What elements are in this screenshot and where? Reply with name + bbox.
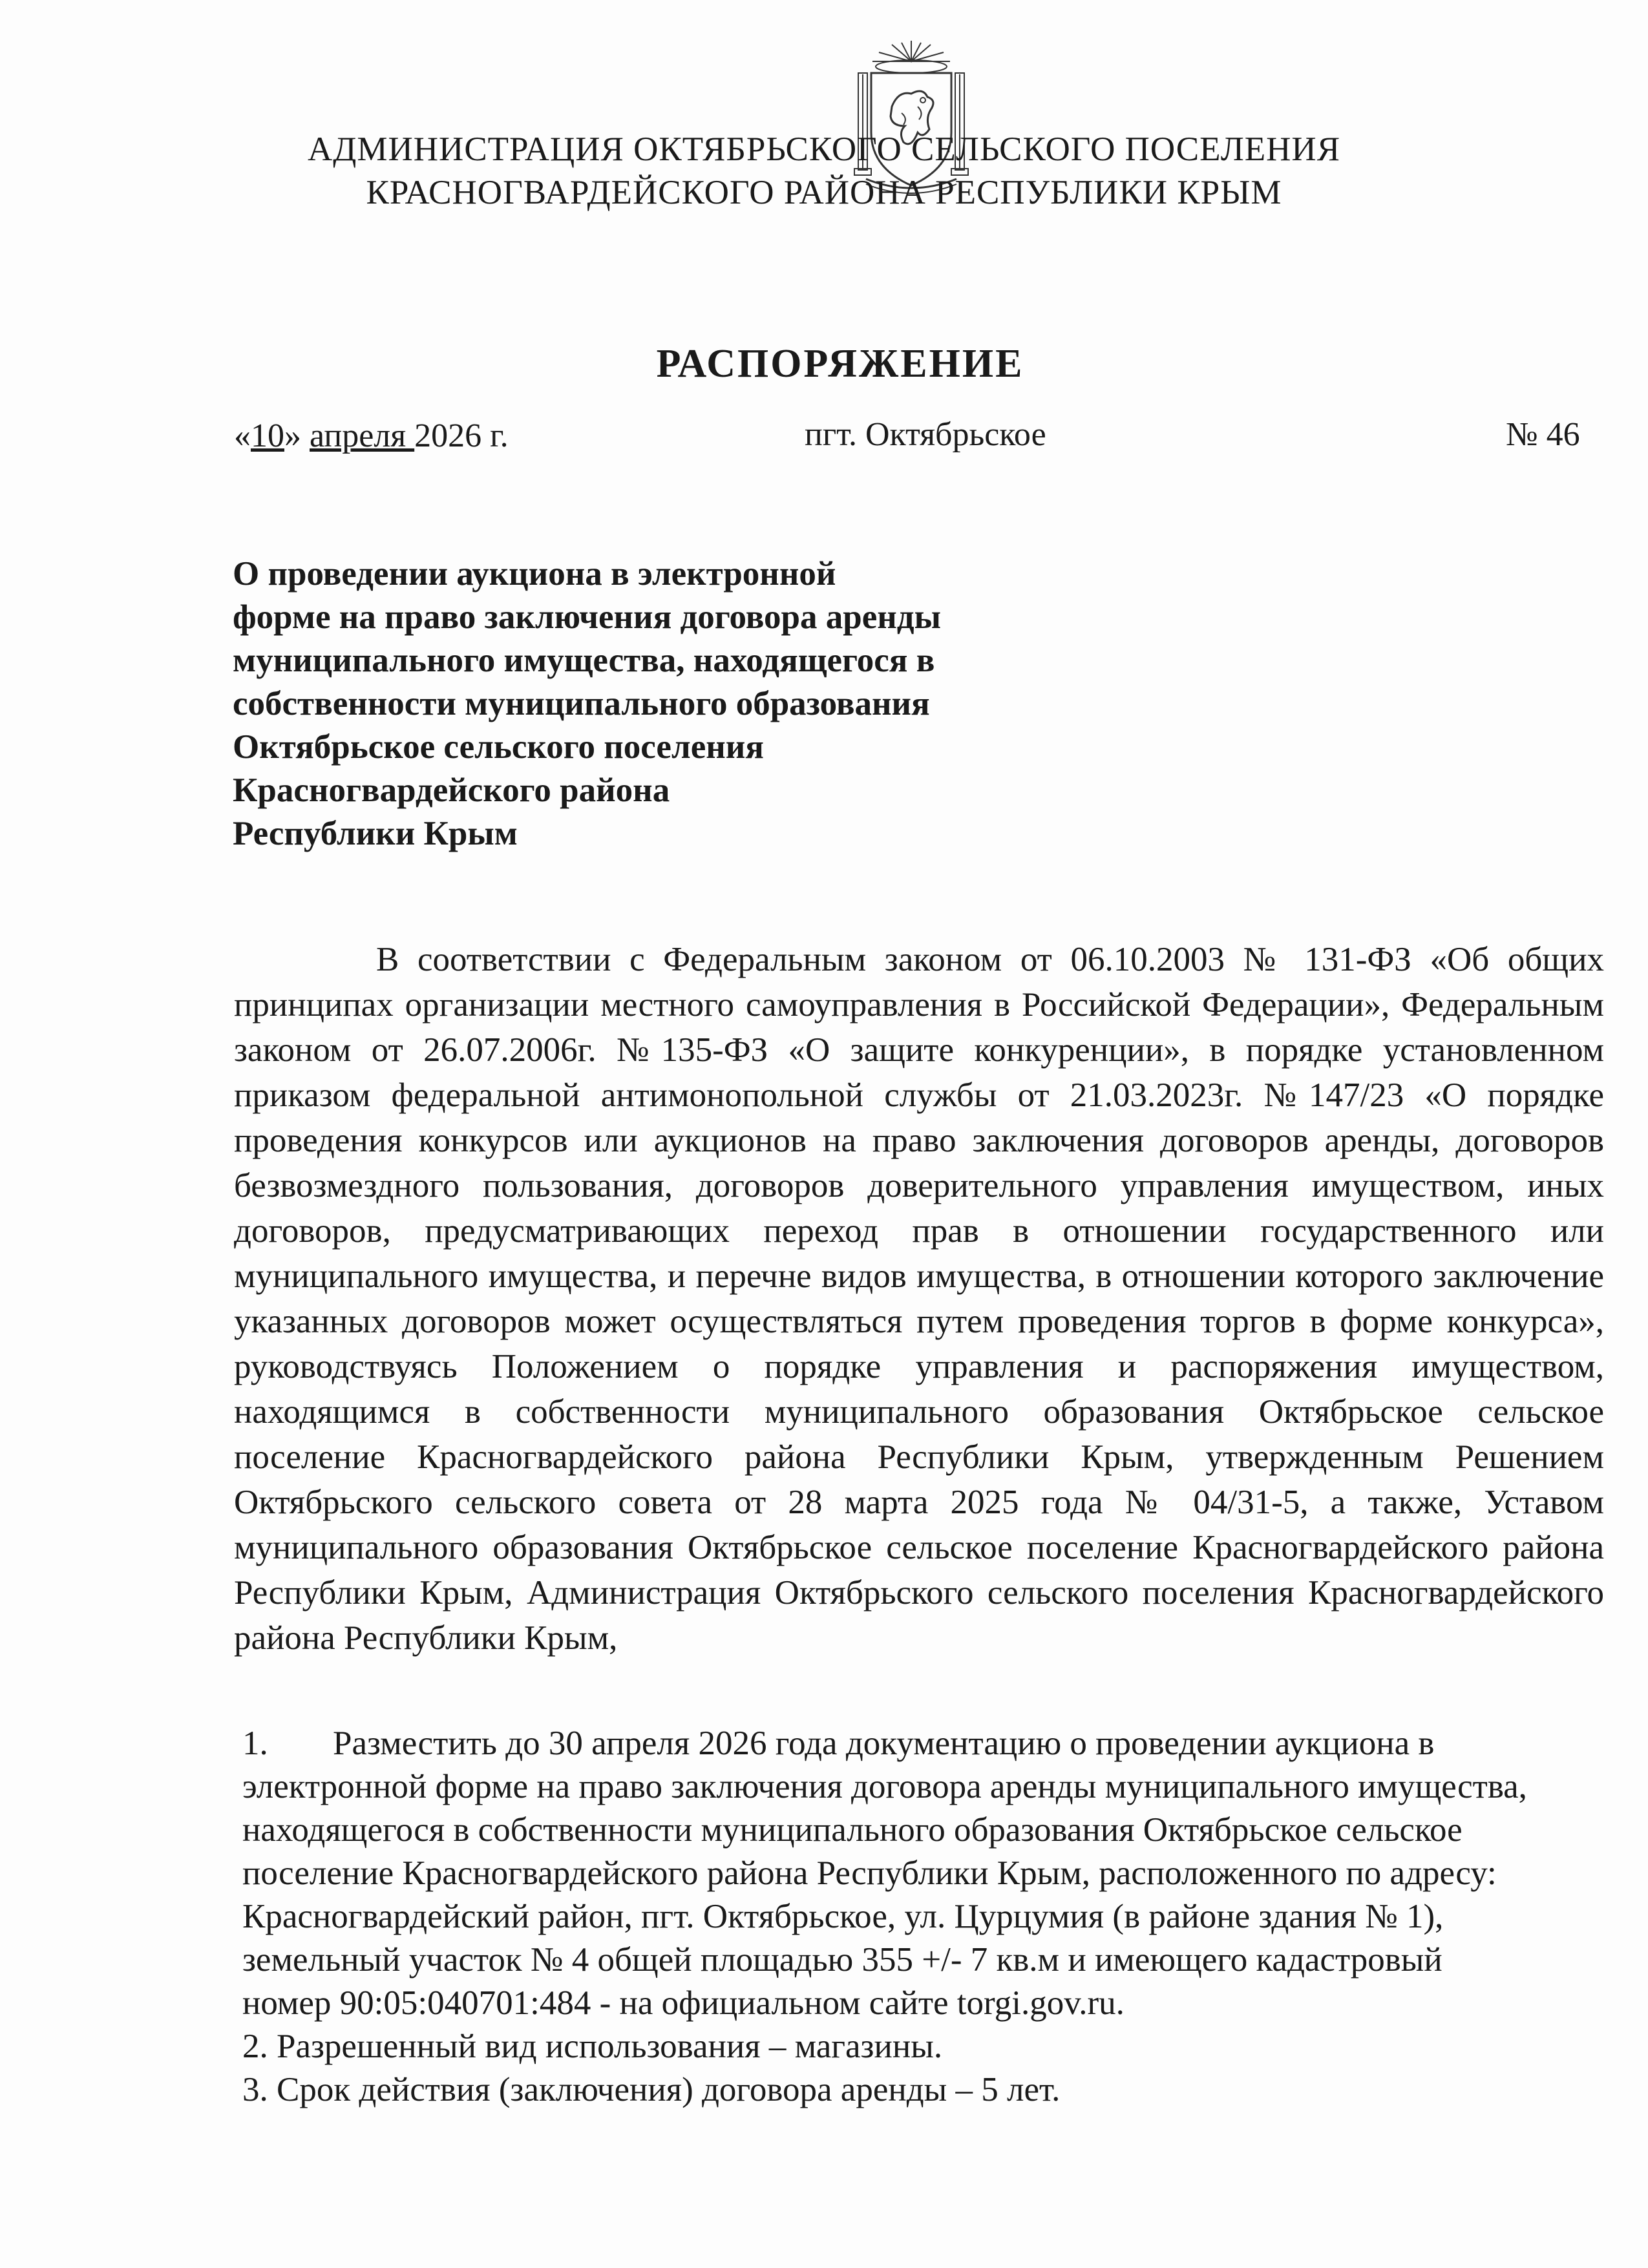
- preamble-paragraph: В соответствии с Федеральным законом от 06.10.2003 № 131-ФЗ «Об общих принципах организации местного самоуправления в Российской Федерации», Федеральным законом от 26.07.2006г. №135-ФЗ «О защите конкуренции», в порядке установленном приказом федеральной антимонопольной службы от 21.03.2023г. №147/23 «О порядке проведения конкурсов или аукционов на право заключения договоров аренды, договоров безвозмездного пользования, договоров доверительного управления имуществом, иных договоров, предусматривающих переход прав в отношении государственного или муниципального имущества, и перечне видов имущества, в отношении которого заключение указанных договоров может осуществляться путем проведения торгов в форме конкурса», руководствуясь Положением о порядке управления и распоряжения имуществом, находящимся в собственности муниципального образования Октябрьское сельское поселение Красногвардейского района Республики Крым, утвержденным Решением Октябрьского сельского совета от 28 марта 2025 года № 04/31-5, а также, Уставом муниципального образования Октябрьское сельское поселение Красногвардейского района Республики Крым, Администрация Октябрьского сельского поселения Красногвардейского района Республики Крым,: [234, 941, 1604, 1657]
- date-quote-close: »: [284, 417, 310, 454]
- order-item-2: 2. Разрешенный вид использования – магазины.: [242, 2028, 943, 2065]
- subject-line: собственности муниципального образования: [233, 685, 930, 722]
- organization-name-line-1: АДМИНИСТРАЦИЯ ОКТЯБРЬСКОГО СЕЛЬСКОГО ПОСЕЛЕНИЯ: [307, 131, 1341, 168]
- document-subject: [233, 552, 1073, 856]
- date-month: апреля: [310, 417, 415, 454]
- subject-line: Республики Крым: [233, 815, 518, 852]
- order-item-3: 3. Срок действия (заключения) договора аренды – 5 лет.: [242, 2071, 1061, 2108]
- subject-line: Красногвардейского района: [233, 772, 670, 809]
- order-item-1: [242, 1722, 1535, 2025]
- subject-line: муниципального имущества, находящегося в: [233, 642, 935, 679]
- item-text: Разместить до 30 апреля 2026 года документацию о проведении аукциона в электронной форме на право заключения договора аренды муниципального имущества, находящегося в собственности муниципального образования Октябрьское сельское поселение Красногвардейского района Республики Крым, расположенного по адресу: Красногвардейский район, пгт. Октябрьское, ул. Цурцумия (в районе здания № 1), земельный участок № 4 общей площадью 355 +/- 7 кв.м и имеющего кадастровый номер 90:05:040701:484 - на официальном сайте torgi.gov.ru.: [242, 1725, 1527, 2022]
- date-year: 2026 г.: [414, 417, 509, 454]
- document-place: пгт. Октябрьское: [805, 416, 1046, 453]
- document-number: № 46: [1506, 416, 1580, 453]
- subject-line: О проведении аукциона в электронной: [233, 555, 836, 593]
- organization-name-line-2: КРАСНОГВАРДЕЙСКОГО РАЙОНА РЕСПУБЛИКИ КРЫМ: [366, 174, 1282, 211]
- date-quote-open: «: [234, 417, 251, 454]
- document-type-title: РАСПОРЯЖЕНИЕ: [656, 342, 1024, 386]
- document-date: [234, 417, 509, 455]
- subject-line: форме на право заключения договора аренды: [233, 598, 941, 636]
- subject-line: Октябрьское сельского поселения: [233, 728, 764, 766]
- item-number: 1.: [242, 1725, 268, 1762]
- order-items: [242, 1722, 1606, 2112]
- date-day: 10: [251, 417, 284, 454]
